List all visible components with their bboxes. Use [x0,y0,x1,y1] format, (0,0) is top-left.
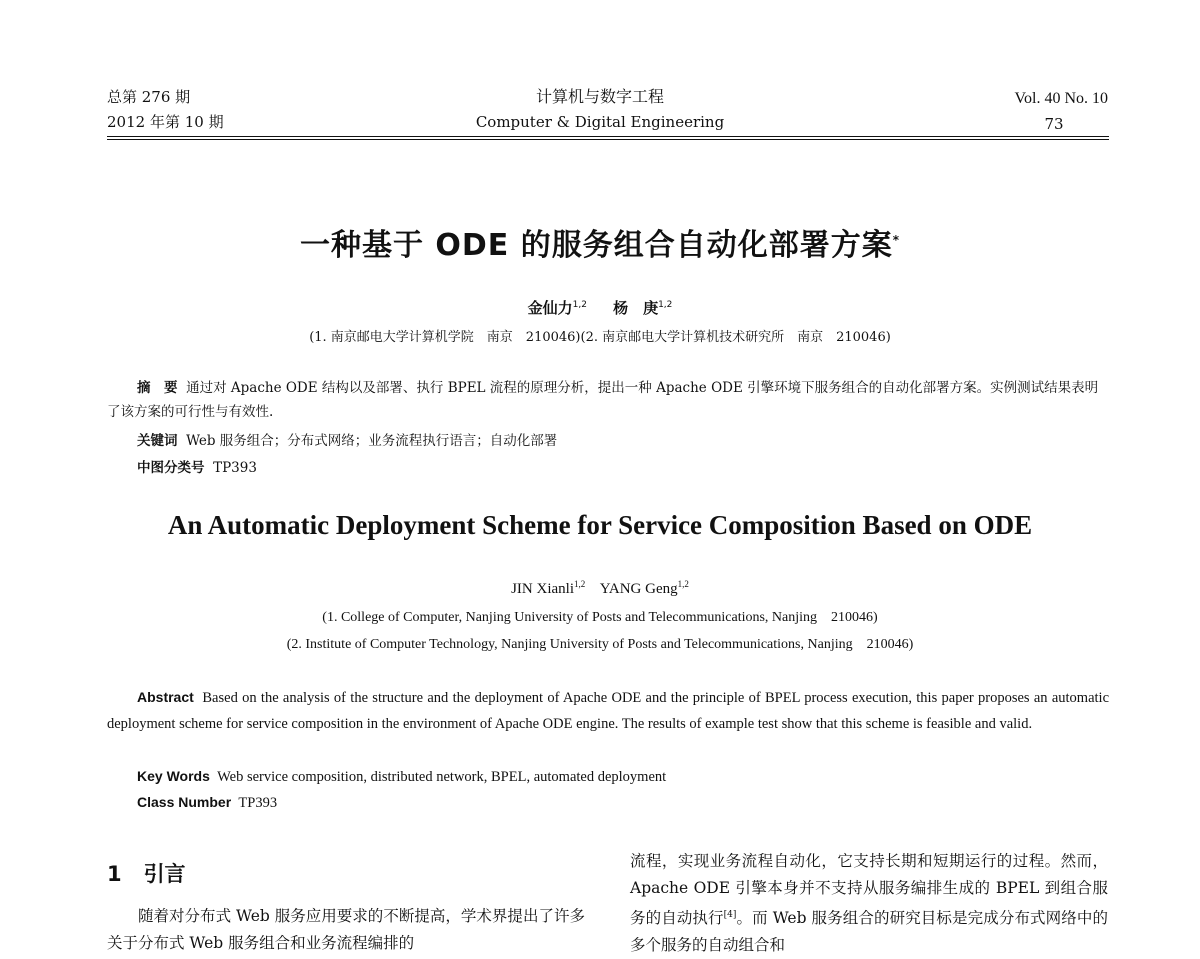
keywords-en-label: Key Words [137,768,210,784]
citation-ref: [4] [723,910,737,920]
paper-title-cn [0,220,1200,264]
class-number-en [137,789,277,816]
class-number-en-label: Class Number [137,794,232,810]
author-affiliation-mark: 1,2 [677,579,689,589]
volume-number: Vol. 40 No. 10 [1014,90,1108,107]
header-rule-bottom [107,139,1109,140]
authors-cn [0,297,1200,318]
body-right-text-1: 流程，实现业务流程自动化，它支持长期和短期运行的过程。然而，Apache ODE 引擎本身并不支持从服务编排生成的 BPEL 到组合服务的自动执行 [630,852,1108,928]
author-name: 金仙力 [527,299,573,317]
author-affiliation-mark: 1,2 [658,300,673,310]
body-column-right [630,848,1108,959]
affiliation-cn: (1. 南京邮电大学计算机学院 南京 210046)(2. 南京邮电大学计算机技术研究所 南京 210046) [309,330,891,345]
header-volume [960,90,1108,133]
authors-en [0,579,1200,598]
header-issue-year: 2012 年第 10 期 [107,113,224,131]
header-rule-top [107,136,1109,137]
section-heading [107,858,186,888]
page-number: 73 [1044,115,1064,133]
section-number: 1 [107,862,122,886]
author-affiliation-mark: 1,2 [572,300,587,310]
affiliation-en-2: (2. Institute of Computer Technology, Nanjing University of Posts and Telecommunications, Nanjing 210046) [286,637,914,652]
title-footnote-mark: * [892,233,901,247]
paper-title-en: An Automatic Deployment Scheme for Service Composition Based on ODE [167,510,1033,540]
class-number-cn-text: TP393 [213,460,257,476]
class-number-en-text: TP393 [238,795,278,811]
keywords-en-text: Web service composition, distributed network, BPEL, automated deployment [217,769,667,785]
paper-title-cn-text: 一种基于 ODE 的服务组合自动化部署方案 [299,228,893,263]
author-name-en: YANG Geng [599,581,678,597]
author-name-en: JIN Xianli [511,581,575,597]
abstract-cn-text: 通过对 Apache ODE 结构以及部署、执行 BPEL 流程的原理分析，提出一种 Apache ODE 引擎环境下服务组合的自动化部署方案。实例测试结果表明了该方案的可行性与有效性. [107,380,1099,420]
class-number-cn [137,456,257,480]
header-issue-total: 总第 276 期 [107,88,191,106]
journal-name-cn: 计算机与数字工程 [535,87,664,106]
header-issue [107,88,224,131]
body-column-left: 随着对分布式 Web 服务应用要求的不断提高，学术界提出了许多关于分布式 Web 服务组合和业务流程编排的 [107,907,585,952]
header-journal [440,88,760,131]
author-affiliation-mark: 1,2 [574,579,586,589]
abstract-en-label: Abstract [137,689,194,705]
abstract-cn-label: 摘 要 [137,380,178,396]
abstract-en-text: Based on the analysis of the structure and the deployment of Apache ODE and the principle of BPEL process execution, this paper proposes an automatic deployment scheme for service composition in the environment of Apache ODE engine. The results of example test show that this scheme is feasible and valid. [107,690,1110,732]
keywords-cn-label: 关键词 [137,433,178,449]
body-right-text-2: 。而 Web 服务组合的研究目标是完成分布式网络中的多个服务的自动组合和 [630,909,1108,955]
abstract-en [107,684,1109,737]
author-name: 杨 庚 [613,299,659,317]
section-title: 引言 [143,862,186,886]
journal-name-en: Computer & Digital Engineering [475,113,725,131]
affiliation-en-1: (1. College of Computer, Nanjing University of Posts and Telecommunications, Nanjing 210046) [322,610,878,625]
class-number-cn-label: 中图分类号 [137,460,205,476]
keywords-cn-text: Web 服务组合；分布式网络；业务流程执行语言；自动化部署 [186,433,558,449]
abstract-cn [107,376,1109,424]
keywords-en [137,763,666,790]
keywords-cn [137,429,557,453]
